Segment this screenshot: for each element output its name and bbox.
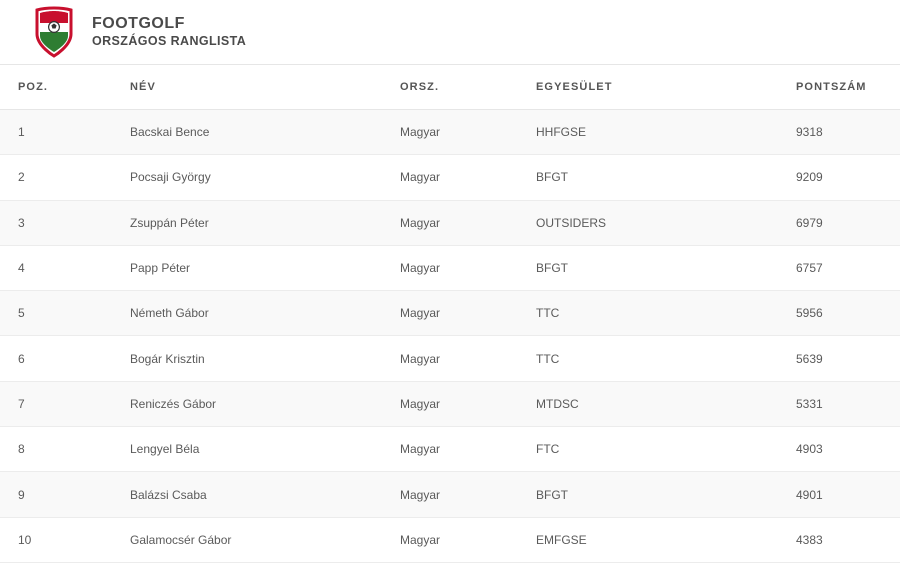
table-row[interactable] bbox=[0, 291, 900, 336]
cell-nev: Lengyel Béla bbox=[112, 427, 392, 472]
table-row[interactable] bbox=[0, 200, 900, 245]
cell-poz: 8 bbox=[0, 427, 112, 472]
cell-poz: 5 bbox=[0, 291, 112, 336]
footgolf-crest-icon bbox=[28, 6, 80, 58]
column-header-nev[interactable]: NÉV bbox=[112, 65, 392, 110]
cell-pontszam: 5639 bbox=[786, 336, 900, 381]
cell-pontszam: 5331 bbox=[786, 381, 900, 426]
cell-pontszam: 9209 bbox=[786, 155, 900, 200]
table-row[interactable] bbox=[0, 336, 900, 381]
cell-orsz: Magyar bbox=[392, 291, 528, 336]
page-header bbox=[0, 0, 900, 64]
cell-nev: Pocsaji György bbox=[112, 155, 392, 200]
cell-orsz: Magyar bbox=[392, 155, 528, 200]
cell-egyesulet: MTDSC bbox=[528, 381, 786, 426]
cell-orsz: Magyar bbox=[392, 336, 528, 381]
cell-poz: 6 bbox=[0, 336, 112, 381]
cell-pontszam: 5956 bbox=[786, 291, 900, 336]
cell-poz: 3 bbox=[0, 200, 112, 245]
cell-egyesulet: EMFGSE bbox=[528, 517, 786, 562]
cell-pontszam: 4383 bbox=[786, 517, 900, 562]
table-row[interactable] bbox=[0, 110, 900, 155]
cell-poz: 7 bbox=[0, 381, 112, 426]
cell-nev: Németh Gábor bbox=[112, 291, 392, 336]
cell-pontszam: 9318 bbox=[786, 110, 900, 155]
table-head bbox=[0, 65, 900, 110]
cell-egyesulet: FTC bbox=[528, 427, 786, 472]
table-row[interactable] bbox=[0, 427, 900, 472]
cell-orsz: Magyar bbox=[392, 381, 528, 426]
cell-orsz: Magyar bbox=[392, 517, 528, 562]
table-row[interactable] bbox=[0, 517, 900, 562]
cell-egyesulet: BFGT bbox=[528, 155, 786, 200]
cell-poz: 1 bbox=[0, 110, 112, 155]
cell-pontszam: 4903 bbox=[786, 427, 900, 472]
column-header-orsz[interactable]: ORSZ. bbox=[392, 65, 528, 110]
cell-nev: Reniczés Gábor bbox=[112, 381, 392, 426]
cell-orsz: Magyar bbox=[392, 427, 528, 472]
ranking-table bbox=[0, 64, 900, 563]
table-row[interactable] bbox=[0, 155, 900, 200]
column-header-pontszam[interactable]: PONTSZÁM bbox=[786, 65, 900, 110]
column-header-poz[interactable]: POZ. bbox=[0, 65, 112, 110]
cell-egyesulet: BFGT bbox=[528, 472, 786, 517]
cell-orsz: Magyar bbox=[392, 472, 528, 517]
cell-nev: Bogár Krisztin bbox=[112, 336, 392, 381]
cell-egyesulet: TTC bbox=[528, 336, 786, 381]
column-header-egyesulet[interactable]: EGYESÜLET bbox=[528, 65, 786, 110]
cell-nev: Balázsi Csaba bbox=[112, 472, 392, 517]
cell-egyesulet: OUTSIDERS bbox=[528, 200, 786, 245]
cell-egyesulet: HHFGSE bbox=[528, 110, 786, 155]
brand-title-primary: FOOTGOLF bbox=[92, 15, 185, 33]
table-row[interactable] bbox=[0, 381, 900, 426]
table-row[interactable] bbox=[0, 245, 900, 290]
brand-title-secondary: ORSZÁGOS RANGLISTA bbox=[92, 33, 247, 48]
cell-egyesulet: BFGT bbox=[528, 245, 786, 290]
cell-nev: Galamocsér Gábor bbox=[112, 517, 392, 562]
cell-pontszam: 6979 bbox=[786, 200, 900, 245]
cell-nev: Papp Péter bbox=[112, 245, 392, 290]
cell-orsz: Magyar bbox=[392, 245, 528, 290]
table-body bbox=[0, 110, 900, 563]
cell-poz: 2 bbox=[0, 155, 112, 200]
ranking-table-wrap bbox=[0, 64, 900, 563]
cell-poz: 9 bbox=[0, 472, 112, 517]
cell-egyesulet: TTC bbox=[528, 291, 786, 336]
cell-nev: Bacskai Bence bbox=[112, 110, 392, 155]
cell-orsz: Magyar bbox=[392, 110, 528, 155]
cell-poz: 10 bbox=[0, 517, 112, 562]
cell-pontszam: 6757 bbox=[786, 245, 900, 290]
cell-orsz: Magyar bbox=[392, 200, 528, 245]
table-row[interactable] bbox=[0, 472, 900, 517]
cell-poz: 4 bbox=[0, 245, 112, 290]
cell-nev: Zsuppán Péter bbox=[112, 200, 392, 245]
brand-title bbox=[92, 16, 246, 48]
cell-pontszam: 4901 bbox=[786, 472, 900, 517]
table-header-row bbox=[0, 65, 900, 110]
